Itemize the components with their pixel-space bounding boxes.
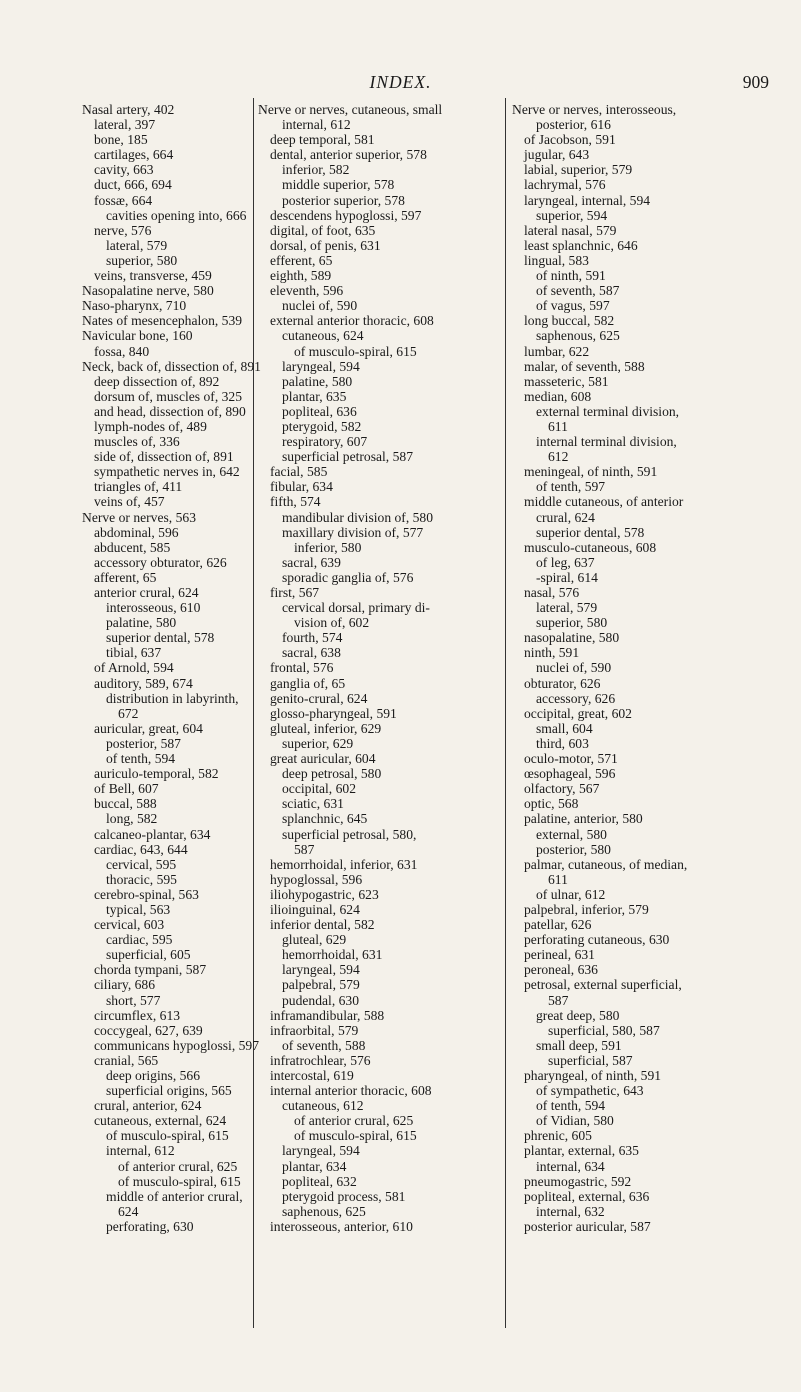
index-entry: of tenth, 597: [536, 479, 606, 495]
index-entry: nuclei of, 590: [536, 660, 612, 676]
index-entry: pterygoid, 582: [282, 418, 362, 434]
index-entry: petrosal, external superficial,: [524, 977, 682, 993]
index-entry: communicans hypoglossi, 597: [94, 1037, 260, 1053]
index-entry: of vagus, 597: [536, 298, 610, 314]
index-entry: Navicular bone, 160: [82, 328, 193, 344]
index-entry: external anterior thoracic, 608: [270, 313, 434, 329]
index-entry: eighth, 589: [270, 268, 332, 284]
index-entry: cerebro-spinal, 563: [94, 886, 199, 902]
index-entry: of tenth, 594: [106, 751, 176, 767]
index-entry: masseteric, 581: [524, 373, 609, 389]
index-entry: posterior superior, 578: [282, 192, 405, 208]
index-entry: of Bell, 607: [94, 781, 159, 797]
index-entry: long, 582: [106, 811, 158, 827]
index-entry: thoracic, 595: [106, 871, 177, 887]
index-entry: external terminal division,: [536, 403, 680, 419]
index-entry: coccygeal, 627, 639: [94, 1022, 203, 1038]
index-entry: of musculo-spiral, 615: [118, 1173, 241, 1189]
index-entry: sporadic ganglia of, 576: [282, 569, 414, 585]
index-entry: peroneal, 636: [524, 962, 598, 978]
index-entry: pharyngeal, of ninth, 591: [524, 1068, 662, 1083]
index-entry: of Jacobson, 591: [524, 132, 616, 148]
index-entry: ciliary, 686: [94, 977, 156, 993]
index-entry: oculo-motor, 571: [524, 751, 618, 767]
index-entry: 611: [548, 418, 568, 434]
index-entry: frontal, 576: [270, 660, 334, 676]
index-entry: plantar, 634: [282, 1158, 347, 1174]
index-entry: ganglia of, 65: [270, 675, 346, 691]
index-entry: distribution in labyrinth,: [106, 690, 239, 706]
index-entry: typical, 563: [106, 901, 171, 917]
index-entry: olfactory, 567: [524, 781, 600, 797]
index-entry: middle of anterior crural,: [106, 1188, 243, 1204]
index-entry: occipital, great, 602: [524, 705, 632, 721]
index-entry: inframandibular, 588: [270, 1007, 385, 1023]
index-entry: perineal, 631: [524, 947, 595, 963]
index-entry: Nerve or nerves, 563: [82, 509, 196, 525]
index-entry: veins, transverse, 459: [94, 268, 212, 284]
index-entry: laryngeal, internal, 594: [524, 192, 651, 208]
index-entry: crural, anterior, 624: [94, 1098, 202, 1114]
index-entry: cervical dorsal, primary di-: [282, 600, 430, 616]
index-entry: bone, 185: [94, 132, 148, 148]
index-entry: hypoglossal, 596: [270, 871, 363, 887]
index-entry: obturator, 626: [524, 675, 601, 691]
index-entry: fibular, 634: [270, 479, 333, 495]
index-entry: Nerve or nerves, cutaneous, small: [258, 102, 443, 117]
index-entry: deep origins, 566: [106, 1068, 201, 1083]
index-entry: labial, superior, 579: [524, 162, 633, 178]
index-entry: posterior, 587: [106, 735, 181, 751]
index-entry: afferent, 65: [94, 569, 157, 585]
index-entry: vision of, 602: [294, 615, 370, 631]
index-entry: pterygoid process, 581: [282, 1188, 406, 1204]
index-entry: palatine, 580: [106, 615, 177, 631]
index-entry: inferior, 582: [282, 162, 350, 178]
index-entry: sacral, 639: [282, 554, 341, 570]
index-entry: auditory, 589, 674: [94, 675, 193, 691]
index-entry: popliteal, 636: [282, 403, 357, 419]
index-entry: cranial, 565: [94, 1052, 159, 1068]
index-entry: and head, dissection of, 890: [94, 403, 246, 419]
index-entry: 587: [548, 992, 569, 1008]
index-entry: cartilages, 664: [94, 147, 174, 163]
index-entry: auricular, great, 604: [94, 720, 203, 736]
index-entry: cardiac, 643, 644: [94, 841, 188, 857]
index-entry: side of, dissection of, 891: [94, 449, 234, 465]
index-entry: auriculo-temporal, 582: [94, 766, 219, 782]
index-column-3: [512, 102, 774, 1382]
index-entry: 611: [548, 871, 568, 887]
index-entry: pudendal, 630: [282, 992, 360, 1008]
index-entry: triangles of, 411: [94, 479, 183, 495]
index-entry: internal, 612: [282, 117, 351, 133]
index-entry: internal, 632: [536, 1203, 605, 1219]
index-entry: small deep, 591: [536, 1037, 622, 1053]
index-entry: internal, 612: [106, 1143, 175, 1159]
index-entry: of ninth, 591: [536, 268, 606, 284]
index-entry: first, 567: [270, 585, 320, 600]
index-entry: phrenic, 605: [524, 1128, 592, 1144]
index-entry: Nasopalatine nerve, 580: [82, 283, 214, 299]
index-entry: dorsum of, muscles of, 325: [94, 388, 243, 404]
index-entry: efferent, 65: [270, 252, 333, 268]
index-column-2: [258, 102, 502, 1382]
index-entry: intercostal, 619: [270, 1068, 354, 1083]
index-entry: perforating cutaneous, 630: [524, 932, 670, 948]
index-entry: posterior, 616: [536, 117, 611, 133]
index-entry: iliohypogastric, 623: [270, 886, 379, 902]
index-entry: of musculo-spiral, 615: [106, 1128, 229, 1144]
index-entry: malar, of seventh, 588: [524, 358, 645, 374]
index-entry: pneumogastric, 592: [524, 1173, 632, 1189]
index-entry: popliteal, external, 636: [524, 1188, 650, 1204]
index-entry: lymph-nodes of, 489: [94, 418, 207, 434]
index-entry: Naso-pharynx, 710: [82, 298, 187, 314]
index-entry: jugular, 643: [524, 147, 590, 163]
index-entry: ilioinguinal, 624: [270, 901, 360, 917]
index-entry: sympathetic nerves in, 642: [94, 464, 240, 480]
index-entry: fossa, 840: [94, 343, 150, 359]
index-entry: abducent, 585: [94, 539, 171, 555]
index-entry: of sympathetic, 643: [536, 1083, 644, 1099]
index-entry: of anterior crural, 625: [294, 1113, 414, 1129]
index-entry: Nerve or nerves, interosseous,: [512, 102, 677, 117]
index-entry: splanchnic, 645: [282, 811, 368, 827]
index-entry: laryngeal, 594: [282, 358, 360, 374]
index-entry: nasopalatine, 580: [524, 630, 620, 646]
index-entry: gluteal, 629: [282, 932, 347, 948]
index-entry: Nasal artery, 402: [82, 102, 175, 117]
index-entry: infratrochlear, 576: [270, 1052, 371, 1068]
index-entry: internal terminal division,: [536, 434, 677, 450]
index-entry: cavity, 663: [94, 162, 154, 178]
index-entry: maxillary division of, 577: [282, 524, 424, 540]
index-entry: dental, anterior superior, 578: [270, 147, 427, 163]
index-entry: fifth, 574: [270, 494, 321, 510]
index-entry: of leg, 637: [536, 554, 595, 570]
index-entry: median, 608: [524, 388, 592, 404]
index-entry: plantar, 635: [282, 388, 347, 404]
index-entry: lachrymal, 576: [524, 177, 606, 193]
index-entry: superficial origins, 565: [106, 1083, 232, 1099]
index-entry: superior, 580: [536, 615, 608, 631]
index-entry: Neck, back of, dissection of, 891: [82, 358, 261, 374]
index-entry: inferior dental, 582: [270, 917, 375, 933]
index-entry: least splanchnic, 646: [524, 237, 638, 253]
index-entry: lateral nasal, 579: [524, 222, 617, 238]
index-entry: great deep, 580: [536, 1007, 620, 1023]
index-entry: of tenth, 594: [536, 1098, 606, 1114]
index-entry: 612: [548, 449, 569, 465]
index-entry: accessory, 626: [536, 690, 616, 706]
column-divider: [253, 98, 254, 1328]
index-entry: palpebral, 579: [282, 977, 360, 993]
index-entry: ninth, 591: [524, 645, 580, 661]
index-entry: optic, 568: [524, 796, 579, 812]
index-entry: of seventh, 588: [282, 1037, 366, 1053]
index-entry: palmar, cutaneous, of median,: [524, 856, 688, 872]
index-entry: superficial petrosal, 587: [282, 449, 413, 465]
index-entry: lateral, 397: [94, 117, 156, 133]
index-entry: fourth, 574: [282, 630, 343, 646]
index-entry: superficial, 587: [548, 1052, 633, 1068]
index-entry: great auricular, 604: [270, 751, 376, 767]
index-entry: superficial, 580, 587: [548, 1022, 660, 1038]
page-title: INDEX.: [369, 72, 432, 92]
index-entry: of anterior crural, 625: [118, 1158, 238, 1174]
index-entry: œsophageal, 596: [524, 766, 616, 782]
running-head: [0, 72, 801, 96]
index-entry: of Vidian, 580: [536, 1113, 614, 1129]
index-entry: glosso-pharyngeal, 591: [270, 705, 397, 721]
index-entry: superior, 629: [282, 735, 354, 751]
index-entry: posterior auricular, 587: [524, 1218, 651, 1234]
index-entry: superior, 594: [536, 207, 608, 223]
index-entry: superficial, 605: [106, 947, 191, 963]
index-entry: nuclei of, 590: [282, 298, 358, 314]
index-entry: superior dental, 578: [106, 630, 215, 646]
index-entry: cavities opening into, 666: [106, 207, 247, 223]
index-entry: patellar, 626: [524, 917, 592, 933]
index-entry: of musculo-spiral, 615: [294, 1128, 417, 1144]
index-entry: fossæ, 664: [94, 192, 153, 208]
index-entry: occipital, 602: [282, 781, 356, 797]
index-entry: circumflex, 613: [94, 1007, 181, 1023]
index-entry: saphenous, 625: [282, 1203, 366, 1219]
index-entry: lateral, 579: [106, 237, 168, 253]
index-entry: superior, 580: [106, 252, 178, 268]
index-entry: 587: [294, 841, 315, 857]
index-entry: tibial, 637: [106, 645, 162, 661]
index-entry: cutaneous, external, 624: [94, 1113, 227, 1129]
index-entry: dorsal, of penis, 631: [270, 237, 381, 253]
index-entry: meningeal, of ninth, 591: [524, 464, 658, 480]
index-entry: descendens hypoglossi, 597: [270, 207, 422, 223]
index-entry: digital, of foot, 635: [270, 222, 376, 238]
index-entry: interosseous, anterior, 610: [270, 1218, 413, 1234]
index-entry: abdominal, 596: [94, 524, 179, 540]
index-entry: external, 580: [536, 826, 607, 842]
index-entry: of Arnold, 594: [94, 660, 174, 676]
index-entry: lingual, 583: [524, 252, 589, 268]
index-entry: sciatic, 631: [282, 796, 344, 812]
index-entry: gluteal, inferior, 629: [270, 720, 382, 736]
index-entry: palatine, anterior, 580: [524, 811, 643, 827]
index-entry: interosseous, 610: [106, 600, 201, 616]
column-divider: [505, 98, 506, 1328]
index-entry: veins of, 457: [94, 494, 165, 510]
index-entry: duct, 666, 694: [94, 177, 172, 193]
index-entry: musculo-cutaneous, 608: [524, 539, 657, 555]
index-entry: superior dental, 578: [536, 524, 645, 540]
index-entry: 624: [118, 1203, 139, 1219]
index-entry: cutaneous, 612: [282, 1098, 364, 1114]
index-entry: Nates of mesencephalon, 539: [82, 313, 243, 329]
index-entry: calcaneo-plantar, 634: [94, 826, 211, 842]
index-entry: chorda tympani, 587: [94, 962, 207, 978]
page-number: 909: [742, 72, 769, 92]
index-entry: cervical, 603: [94, 917, 165, 933]
index-entry: accessory obturator, 626: [94, 554, 227, 570]
index-entry: lateral, 579: [536, 600, 598, 616]
index-entry: palpebral, inferior, 579: [524, 901, 649, 917]
index-entry: palatine, 580: [282, 373, 353, 389]
index-entry: anterior crural, 624: [94, 585, 199, 600]
index-entry: of seventh, 587: [536, 283, 620, 299]
index-entry: genito-crural, 624: [270, 690, 368, 706]
index-entry: eleventh, 596: [270, 283, 344, 299]
index-entry: saphenous, 625: [536, 328, 620, 344]
index-entry: infraorbital, 579: [270, 1022, 359, 1038]
index-entry: posterior, 580: [536, 841, 611, 857]
index-entry: crural, 624: [536, 509, 595, 525]
index-entry: lumbar, 622: [524, 343, 590, 359]
index-entry: cervical, 595: [106, 856, 177, 872]
index-entry: middle superior, 578: [282, 177, 395, 193]
index-entry: short, 577: [106, 992, 161, 1008]
index-entry: 672: [118, 705, 139, 721]
index-entry: internal, 634: [536, 1158, 605, 1174]
index-entry: middle cutaneous, of anterior: [524, 494, 684, 510]
index-entry: laryngeal, 594: [282, 1143, 360, 1159]
index-entry: nasal, 576: [524, 585, 580, 600]
index-entry: respiratory, 607: [282, 434, 368, 450]
index-entry: plantar, external, 635: [524, 1143, 639, 1159]
index-entry: internal anterior thoracic, 608: [270, 1083, 432, 1099]
index-entry: of musculo-spiral, 615: [294, 343, 417, 359]
index-entry: small, 604: [536, 720, 593, 736]
index-entry: -spiral, 614: [536, 569, 598, 585]
index-entry: cutaneous, 624: [282, 328, 364, 344]
index-entry: mandibular division of, 580: [282, 509, 434, 525]
index-entry: perforating, 630: [106, 1218, 194, 1234]
index-entry: deep petrosal, 580: [282, 766, 382, 782]
index-entry: hemorrhoidal, inferior, 631: [270, 856, 418, 872]
index-entry: of ulnar, 612: [536, 886, 606, 902]
index-entry: deep temporal, 581: [270, 132, 375, 148]
index-entry: sacral, 638: [282, 645, 341, 661]
index-entry: laryngeal, 594: [282, 962, 360, 978]
index-entry: long buccal, 582: [524, 313, 615, 329]
index-entry: third, 603: [536, 735, 589, 751]
index-entry: buccal, 588: [94, 796, 157, 812]
index-entry: inferior, 580: [294, 539, 362, 555]
index-entry: deep dissection of, 892: [94, 373, 220, 389]
index-entry: hemorrhoidal, 631: [282, 947, 383, 963]
index-entry: cardiac, 595: [106, 932, 173, 948]
index-entry: nerve, 576: [94, 222, 152, 238]
index-entry: facial, 585: [270, 464, 328, 480]
index-entry: muscles of, 336: [94, 434, 180, 450]
index-column-1: [82, 102, 261, 1382]
index-entry: popliteal, 632: [282, 1173, 357, 1189]
index-entry: superficial petrosal, 580,: [282, 826, 417, 842]
